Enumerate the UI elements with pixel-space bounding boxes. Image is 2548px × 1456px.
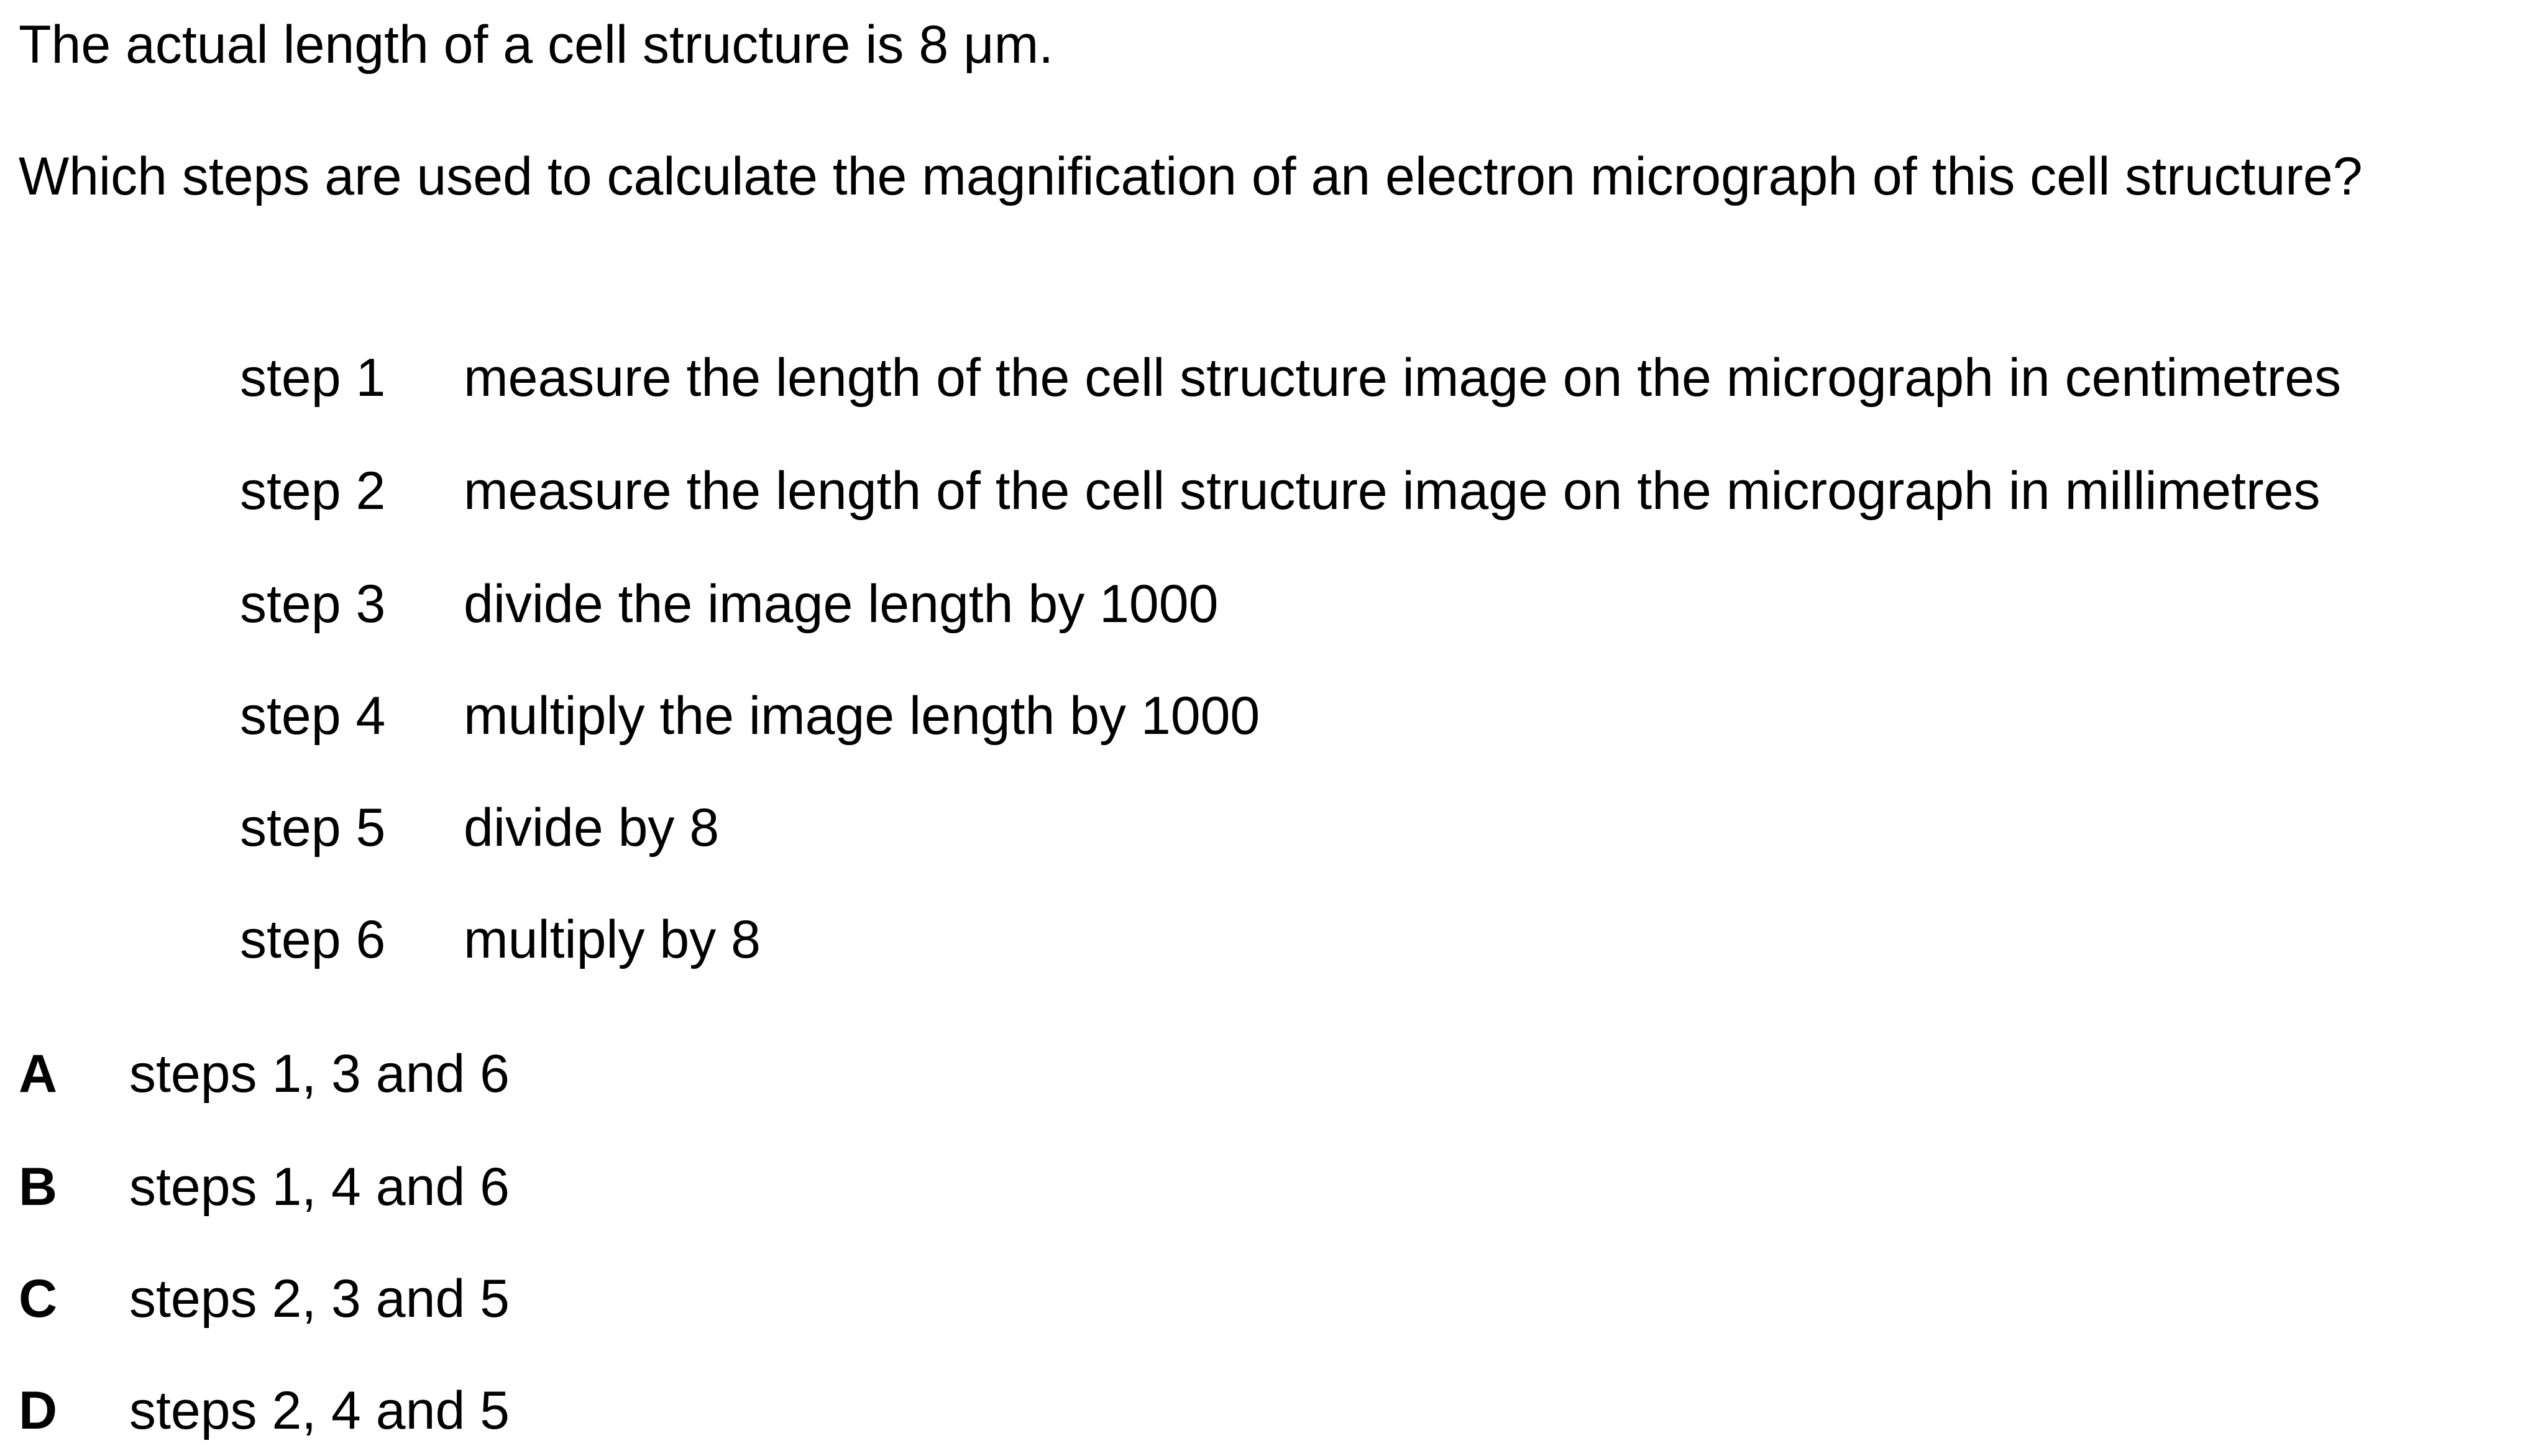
intro-statement: The actual length of a cell structure is 8 μm. xyxy=(19,15,1054,75)
option-letter: D xyxy=(19,1381,58,1440)
step-text: multiply by 8 xyxy=(464,910,761,969)
step-label: step 2 xyxy=(240,461,386,521)
option-letter: C xyxy=(19,1269,58,1329)
option-text: steps 2, 4 and 5 xyxy=(129,1381,510,1440)
step-row xyxy=(240,685,1260,747)
answer-option-c[interactable] xyxy=(19,1268,510,1330)
step-text: measure the length of the cell structure image on the micrograph in millimetres xyxy=(464,461,2321,521)
step-text: multiply the image length by 1000 xyxy=(464,686,1260,746)
option-letter: B xyxy=(19,1157,58,1217)
step-row xyxy=(240,460,2321,522)
step-row xyxy=(240,347,2341,409)
option-text: steps 2, 3 and 5 xyxy=(129,1269,510,1329)
option-text: steps 1, 4 and 6 xyxy=(129,1157,510,1217)
option-text: steps 1, 3 and 6 xyxy=(129,1044,510,1104)
step-row xyxy=(240,909,761,971)
step-label: step 1 xyxy=(240,348,386,408)
step-label: step 6 xyxy=(240,910,386,969)
step-text: measure the length of the cell structure image on the micrograph in centimetres xyxy=(464,348,2342,408)
answer-option-d[interactable] xyxy=(19,1380,510,1442)
step-label: step 4 xyxy=(240,686,386,746)
answer-option-a[interactable] xyxy=(19,1043,510,1105)
question-text: Which steps are used to calculate the magnification of an electron micrograph of this cell structure? xyxy=(19,147,2363,206)
step-label: step 3 xyxy=(240,574,386,634)
step-text: divide by 8 xyxy=(464,798,720,858)
answer-option-b[interactable] xyxy=(19,1156,510,1218)
option-letter: A xyxy=(19,1044,58,1104)
step-row xyxy=(240,797,719,859)
step-label: step 5 xyxy=(240,798,386,858)
step-text: divide the image length by 1000 xyxy=(464,574,1219,634)
step-row xyxy=(240,573,1218,635)
